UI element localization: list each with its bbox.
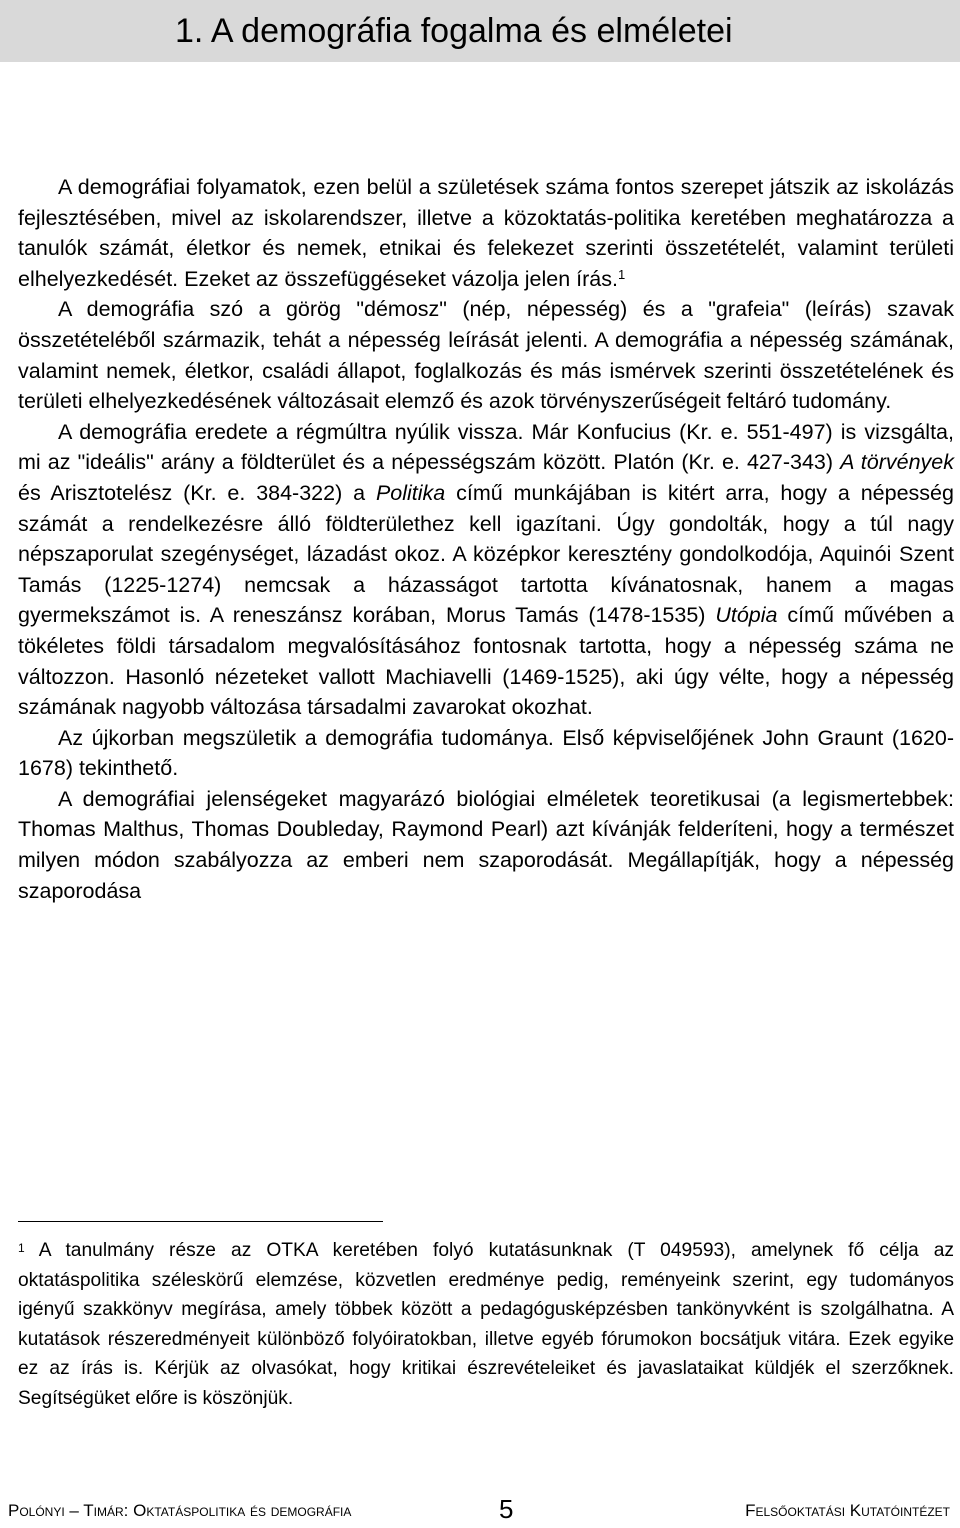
paragraph-3-text-a: A demográfia eredete a régmúltra nyúlik vissza. Már Konfucius (Kr. e. 551-497) is vizsgálta, mi az "ideális" arány a földterület és a népességszám között. Platón (Kr. e. 427-343) [18,419,954,475]
paragraph-3-text-b: és Arisztotelész (Kr. e. 384-322) a [18,480,366,505]
book-title-utopia: Utópia [715,603,778,628]
main-text [18,172,954,906]
paragraph-3-text-c: című munkájában is kitért arra, hogy a népesség számát a rendelkezésre álló földterülethez kell igazítani. Úgy gondolták, hogy a túl nagy népszaporulat szegénységet, lázadást okoz. A középkor keresztény gondolkodója, Aquinói Szent Tamás (1225-1274) nemcsak a házasságot tartotta kívánatosnak, hanem a magas gyermekszámot is. A reneszánsz korában, Morus Tamás (1478-1535) [18,480,954,628]
chapter-heading-bar [0,0,960,62]
footnote-mark: 1 [18,1241,25,1255]
page-number: 5 [499,1494,514,1524]
footnote-text: A tanulmány része az OTKA keretében folyó kutatásunknak (T 049593), amelynek fő célja az oktatáspolitika széleskörű elemzése, közvetlen eredménye pedig, reményeink szerint, egy tudományos igényű szakkönyv megírása, amely többek között a pedagógusképzésben tankönyvként is szolgálhatna. A kutatások részeredményeit különböző folyóiratokban, illetve egyéb fórumokon bocsátjuk vitára. Ezek egyike ez az írás is. Kérjük az olvasókat, hogy kritikai észrevételeiket és javaslataikat küldjék el szerzőknek. Segítségüket előre is köszönjük. [18,1240,954,1409]
footnote-separator [18,1221,383,1222]
paragraph-4: Az újkorban megszületik a demográfia tudománya. Első képviselőjének John Graunt (1620-1678) tekinthető. [18,725,954,781]
footer-institute: Felsőoktatási Kutatóintézet [745,1501,950,1520]
paragraph-2: A demográfia szó a görög "démosz" (nép, népesség) és a "grafeia" (leírás) szavak összetételéből származik, tehát a népesség leírását jelenti. A demográfia a népesség számának, valamint nemek, életkor, családi állapot, foglalkozás és más ismérvek szerinti összetételének és területi elhelyezkedésének változásait elemző és azok törvényszerűségeit feltáró tudomány. [18,297,954,414]
paragraph-5: A demográfiai jelenségeket magyarázó biológiai elméletek teoretikusai (a legismertebbek: Thomas Malthus, Thomas Doubleday, Raymond Pearl) azt kívánják felderíteni, hogy a természet milyen módon szabályozza az emberi nem szaporodását. Megállapítják, hogy a népesség szaporodása [18,786,954,903]
page-footer [0,1494,960,1528]
paragraph-3 [18,417,954,723]
footnote [18,1236,954,1413]
paragraph-1-text: A demográfiai folyamatok, ezen belül a születések száma fontos szerepet játszik az iskolázás fejlesztésében, mivel az iskolarendszer, illetve a közoktatás-politika keretében meghatározza a tanulók számát, életkor és nemek, etnikai és felekezet szerinti összetételét, valamint területi elhelyezkedését. Ezeket az összefüggéseket vázolja jelen írás. [18,175,954,291]
paragraph-1 [18,172,954,294]
book-title-politics: Politika [375,480,446,505]
chapter-title: 1. A demográfia fogalma és elméletei [175,12,733,50]
paragraph-3-text-d: című művében a tökéletes földi társadalom megvalósításához fontosnak tartotta, hogy a népesség száma ne változzon. Hasonló nézeteket vallott Machiavelli (1469-1525), aki úgy vélte, hogy a népesség számának nagyobb változása társadalmi zavarokat okozhat. [18,603,954,720]
footnote-reference[interactable]: 1 [617,266,626,282]
book-title-laws: A törvények [840,450,955,475]
footer-authors-title: Polónyi – Timár: Oktatáspolitika és demográfia [8,1501,352,1520]
